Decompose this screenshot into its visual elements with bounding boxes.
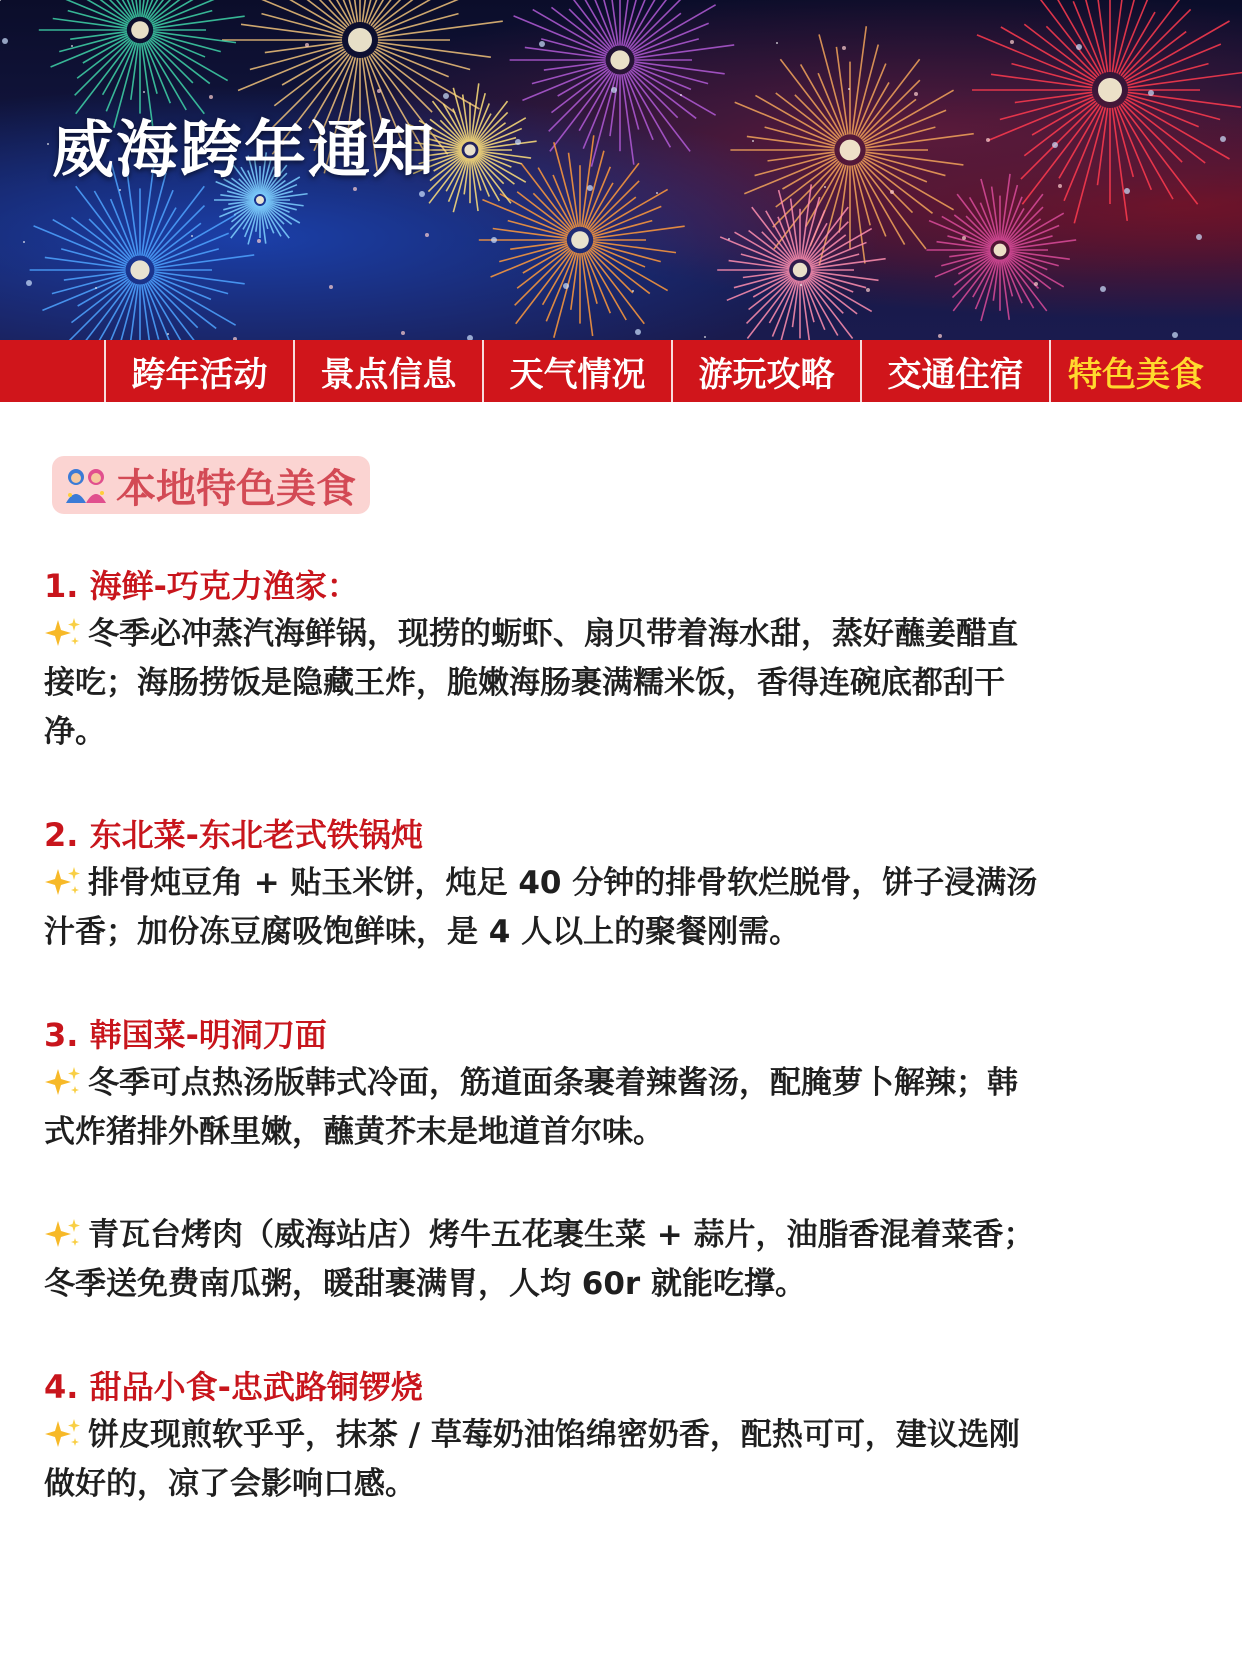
spark-dot bbox=[1058, 184, 1062, 188]
spark-dot bbox=[191, 235, 193, 237]
hero-banner bbox=[0, 0, 1242, 340]
spark-dot bbox=[71, 45, 73, 47]
spark-dot bbox=[515, 139, 521, 145]
list-item bbox=[44, 811, 1044, 957]
spark-dot bbox=[2, 38, 8, 44]
spark-dot bbox=[119, 189, 121, 191]
list-item bbox=[44, 1011, 1044, 1309]
category-tab-bar bbox=[0, 340, 1242, 402]
spark-dot bbox=[890, 190, 894, 194]
spark-dot bbox=[962, 236, 966, 240]
spark-dot bbox=[800, 284, 802, 286]
spark-dot bbox=[401, 331, 405, 335]
tab-countdown-events[interactable]: 跨年活动 bbox=[104, 340, 293, 402]
sparkles-icon bbox=[44, 1065, 82, 1099]
spark-dot bbox=[866, 288, 870, 292]
spark-dot bbox=[329, 285, 333, 289]
spark-dot bbox=[914, 92, 918, 96]
spark-dot bbox=[1124, 188, 1130, 194]
food-list bbox=[44, 562, 1044, 1509]
spark-dot bbox=[1076, 44, 1082, 50]
tab-travel-guide[interactable]: 游玩攻略 bbox=[671, 340, 860, 402]
spark-dot bbox=[776, 42, 778, 44]
item-description-text: 冬季可点热汤版韩式冷面，筋道面条裹着辣酱汤，配腌萝卜解辣；韩式炸猪排外酥里嫩，蘸黄芥末是地道首尔味。 bbox=[44, 1065, 1018, 1150]
item-description-extra bbox=[44, 1211, 1044, 1309]
spark-dot bbox=[26, 280, 32, 286]
spark-dot bbox=[1052, 142, 1058, 148]
spark-dot bbox=[842, 46, 846, 50]
sparkles-icon bbox=[44, 1217, 82, 1251]
spark-dot bbox=[419, 191, 425, 197]
spark-dot bbox=[1148, 90, 1154, 96]
spark-dot bbox=[167, 333, 169, 335]
item-heading: 1. 海鲜-巧克力渔家： bbox=[44, 567, 359, 605]
spark-dot bbox=[1196, 234, 1202, 240]
list-item bbox=[44, 1363, 1044, 1509]
list-item bbox=[44, 562, 1044, 757]
spark-dot bbox=[1010, 40, 1014, 44]
tab-transport-lodging[interactable]: 交通住宿 bbox=[860, 340, 1049, 402]
firework-burst bbox=[730, 26, 973, 265]
spark-dot bbox=[656, 192, 658, 194]
spark-dot bbox=[824, 186, 826, 188]
spark-dot bbox=[587, 185, 593, 191]
item-description-text: 排骨炖豆角 + 贴玉米饼，炖足 40 分钟的排骨软烂脱骨，饼子浸满汤汁香；加份冻豆腐吸饱鲜味，是 4 人以上的聚餐刚需。 bbox=[44, 865, 1038, 950]
spark-dot bbox=[491, 237, 497, 243]
spark-dot bbox=[425, 233, 429, 237]
spark-dot bbox=[257, 239, 261, 243]
spark-dot bbox=[1172, 332, 1178, 338]
item-description bbox=[44, 1411, 1044, 1509]
page-title: 威海跨年通知 bbox=[52, 113, 437, 186]
spark-dot bbox=[0, 0, 1, 1]
firework-burst bbox=[926, 174, 1076, 321]
item-heading: 3. 韩国菜-明洞刀面 bbox=[44, 1016, 327, 1054]
spark-dot bbox=[752, 140, 754, 142]
spark-dot bbox=[23, 241, 25, 243]
spark-dot bbox=[848, 88, 850, 90]
item-description bbox=[44, 610, 1044, 757]
item-description bbox=[44, 859, 1044, 957]
spark-dot bbox=[938, 334, 942, 338]
people-icon bbox=[62, 465, 110, 505]
spark-dot bbox=[986, 138, 990, 142]
sparkles-icon bbox=[44, 865, 82, 899]
section-title: 本地特色美食 bbox=[116, 465, 356, 512]
spark-dot bbox=[95, 287, 97, 289]
tab-weather[interactable]: 天气情况 bbox=[482, 340, 671, 402]
firework-burst bbox=[717, 184, 885, 340]
tab-attractions[interactable]: 景点信息 bbox=[293, 340, 482, 402]
sparkles-icon bbox=[44, 1417, 82, 1451]
spark-dot bbox=[47, 143, 49, 145]
spark-dot bbox=[1100, 286, 1106, 292]
spark-dot bbox=[209, 95, 213, 99]
spark-dot bbox=[443, 93, 449, 99]
spark-dot bbox=[611, 87, 617, 93]
item-heading: 2. 东北菜-东北老式铁锅炖 bbox=[44, 816, 423, 854]
spark-dot bbox=[563, 283, 569, 289]
sparkles-icon bbox=[44, 616, 82, 650]
spark-dot bbox=[635, 329, 641, 335]
spark-dot bbox=[1034, 282, 1038, 286]
spark-dot bbox=[377, 89, 381, 93]
spark-dot bbox=[704, 336, 706, 338]
spark-dot bbox=[632, 290, 634, 292]
item-description-text: 冬季必冲蒸汽海鲜锅，现捞的蛎虾、扇贝带着海水甜，蒸好蘸姜醋直接吃；海肠捞饭是隐藏王炸，脆嫩海肠裹满糯米饭，香得连碗底都刮干净。 bbox=[44, 616, 1018, 750]
firework-burst bbox=[972, 0, 1242, 223]
item-heading: 4. 甜品小食-忠武路铜锣烧 bbox=[44, 1368, 423, 1406]
spark-dot bbox=[728, 238, 730, 240]
section-badge bbox=[52, 456, 370, 514]
spark-dot bbox=[680, 94, 682, 96]
spark-dot bbox=[1220, 136, 1226, 142]
item-description-text: 青瓦台烤肉（威海站店）烤牛五花裹生菜 + 蒜片，油脂香混着菜香；冬季送免费南瓜粥，暖甜裹满胃，人均 60r 就能吃撑。 bbox=[44, 1217, 1035, 1302]
spark-dot bbox=[305, 43, 309, 47]
firework-burst bbox=[510, 0, 735, 167]
spark-dot bbox=[539, 41, 545, 47]
spark-dot bbox=[143, 91, 145, 93]
tab-local-food[interactable]: 特色美食 bbox=[1049, 340, 1221, 402]
item-description bbox=[44, 1059, 1044, 1157]
item-description-text: 饼皮现煎软乎乎，抹茶 / 草莓奶油馅绵密奶香，配热可可，建议选刚做好的，凉了会影响口感。 bbox=[44, 1417, 1020, 1502]
